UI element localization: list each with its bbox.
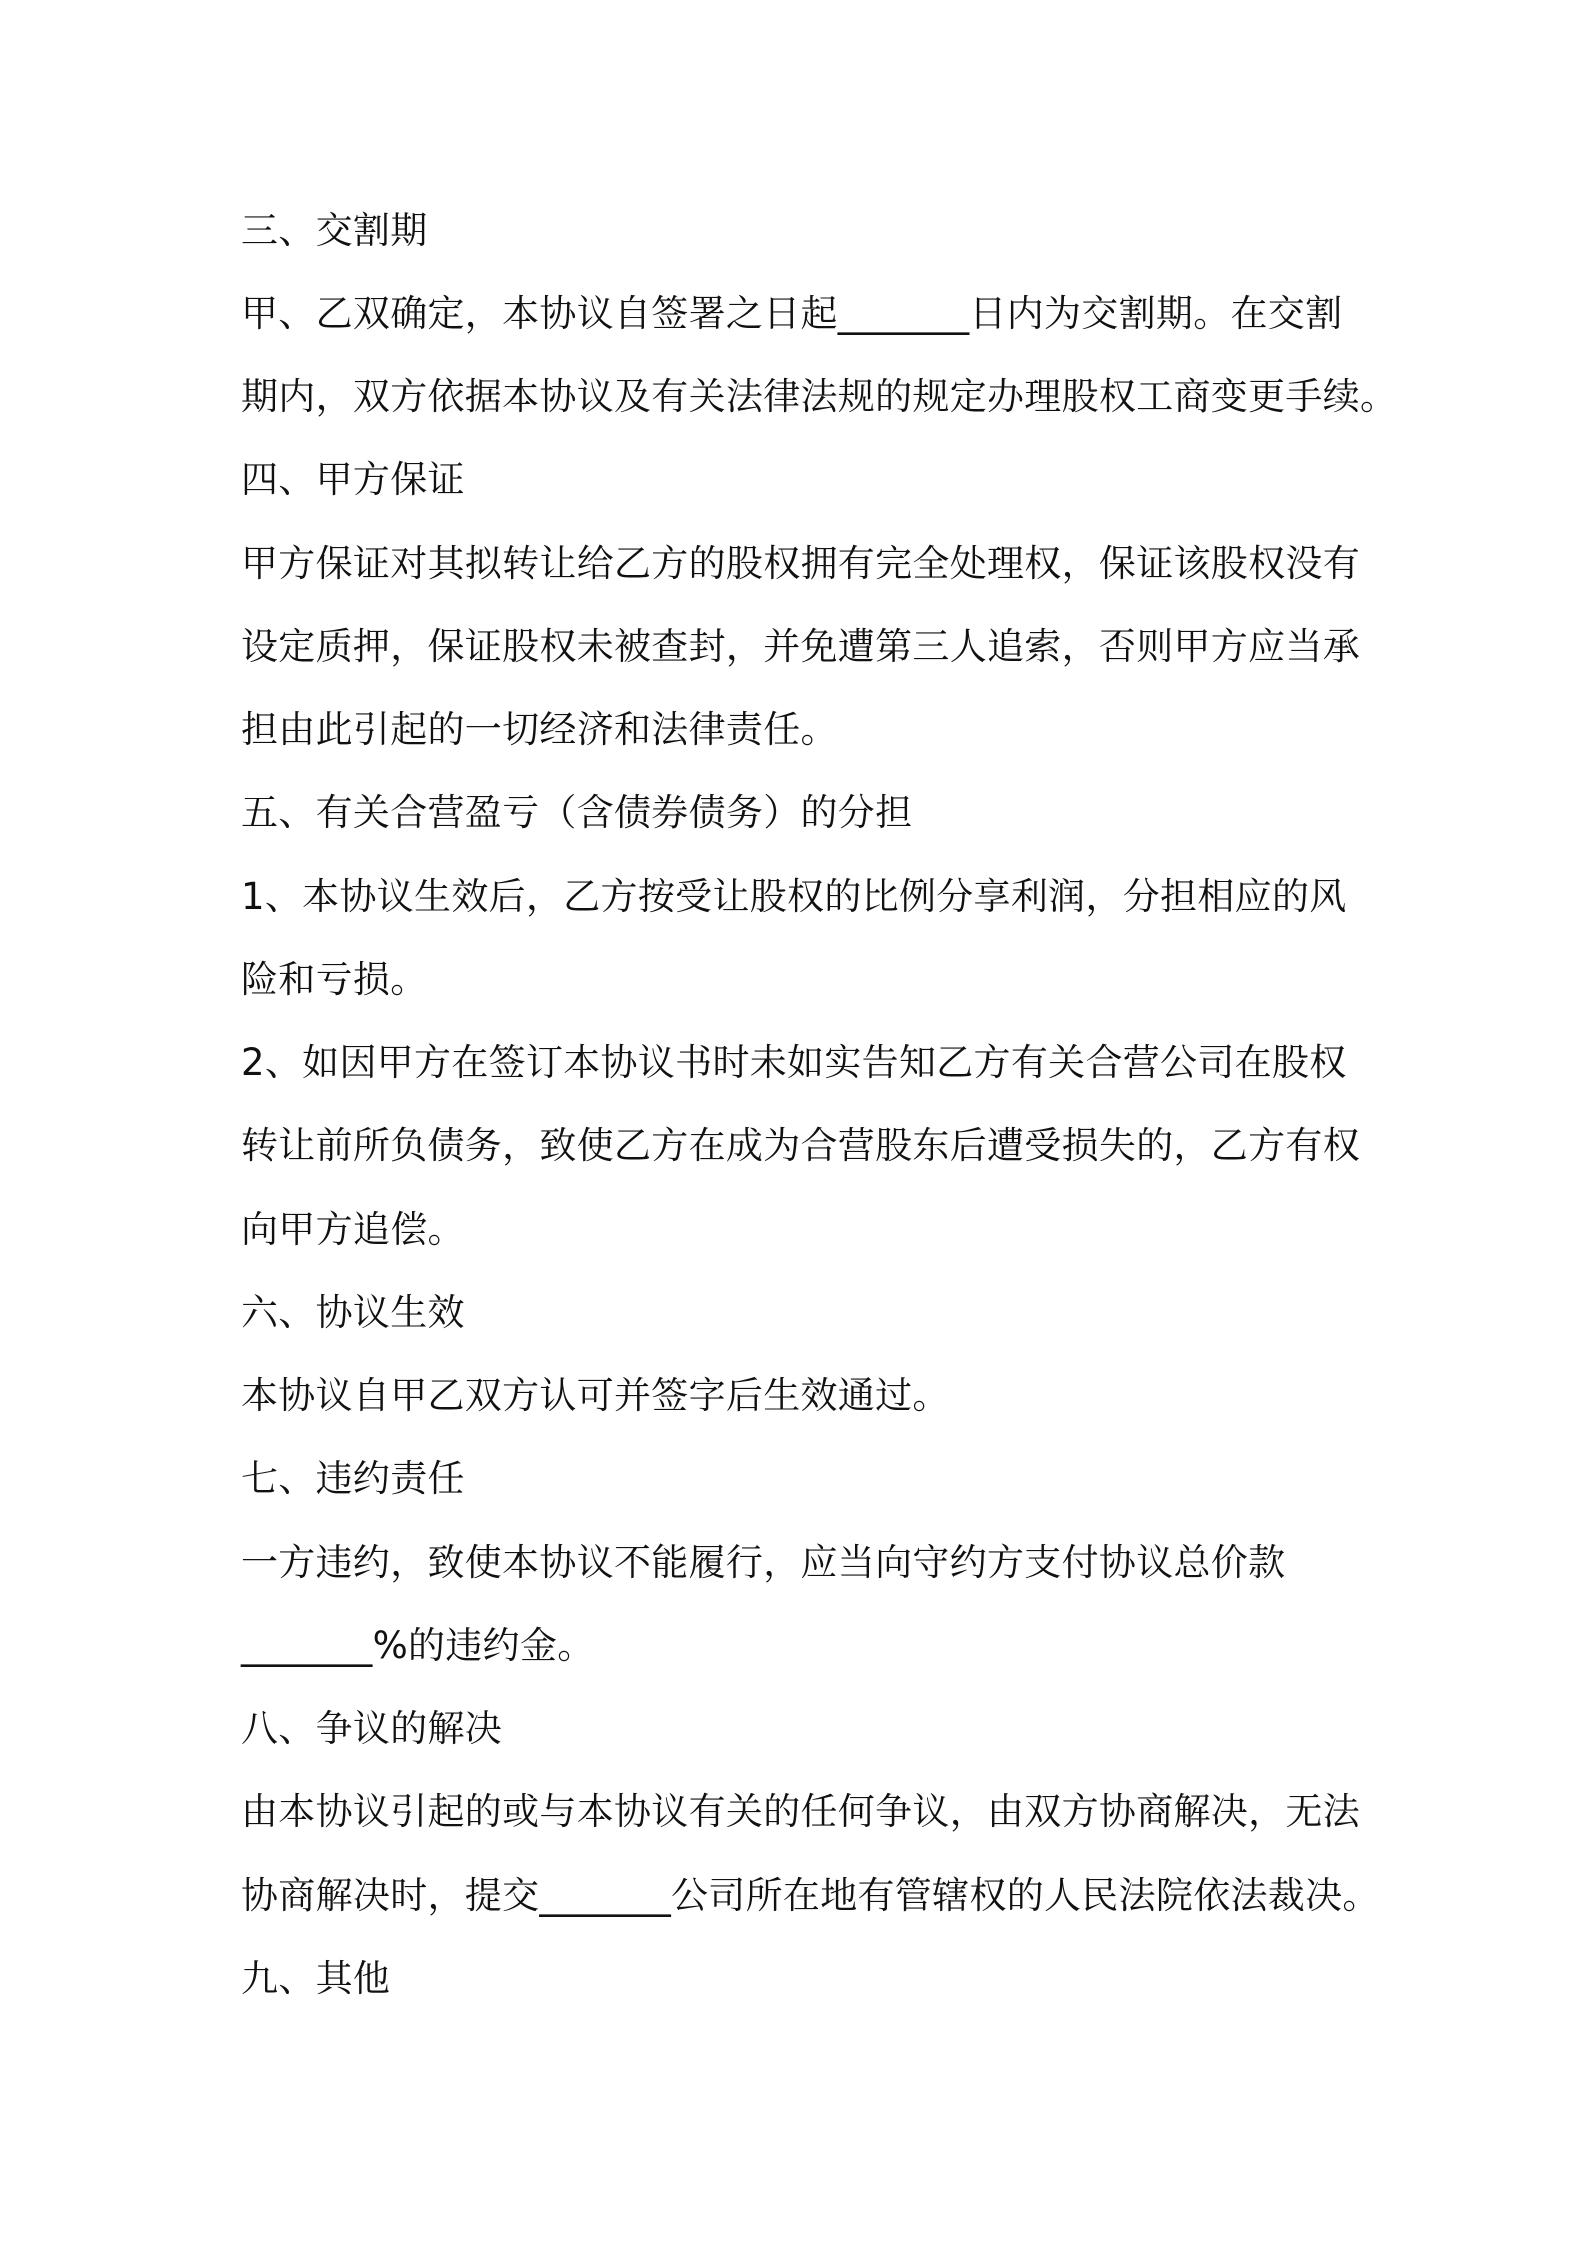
heading-profit-loss-sharing: 五、有关合营盈亏（含债券债务）的分担 bbox=[241, 791, 913, 834]
paragraph-line: 甲方保证对其拟转让给乙方的股权拥有完全处理权，保证该股权没有 bbox=[241, 542, 1360, 585]
paragraph-line: 担由此引起的一切经济和法律责任。 bbox=[241, 708, 838, 751]
paragraph-line: 1、本协议生效后，乙方按受让股权的比例分享利润，分担相应的风 bbox=[241, 875, 1347, 918]
heading-agreement-effective: 六、协议生效 bbox=[241, 1291, 465, 1334]
heading-breach-liability: 七、违约责任 bbox=[241, 1457, 465, 1500]
paragraph-line: 本协议自甲乙双方认可并签字后生效通过。 bbox=[241, 1374, 950, 1417]
heading-delivery-period: 三、交割期 bbox=[241, 209, 428, 252]
paragraph-line: 由本协议引起的或与本协议有关的任何争议，由双方协商解决，无法 bbox=[241, 1790, 1360, 1833]
heading-other: 九、其他 bbox=[241, 1957, 391, 2000]
paragraph-line: 期内，双方依据本协议及有关法律法规的规定办理股权工商变更手续。 bbox=[241, 375, 1398, 418]
paragraph-line: 险和亏损。 bbox=[241, 958, 428, 1001]
heading-party-a-guarantee: 四、甲方保证 bbox=[241, 458, 465, 501]
paragraph-line: 2、如因甲方在签订本协议书时未如实告知乙方有关合营公司在股权 bbox=[241, 1041, 1347, 1084]
paragraph-line: 向甲方追偿。 bbox=[241, 1208, 465, 1251]
heading-dispute-resolution: 八、争议的解决 bbox=[241, 1707, 503, 1750]
paragraph-line: 转让前所负债务，致使乙方在成为合营股东后遭受损失的，乙方有权 bbox=[241, 1124, 1360, 1167]
paragraph-line: 设定质押，保证股权未被查封，并免遭第三人追索，否则甲方应当承 bbox=[241, 625, 1360, 668]
paragraph-line: 协商解决时，提交_______公司所在地有管辖权的人民法院依法裁决。 bbox=[241, 1874, 1380, 1917]
paragraph-line: 一方违约，致使本协议不能履行，应当向守约方支付协议总价款 bbox=[241, 1541, 1286, 1584]
paragraph-line: 甲、乙双确定，本协议自签署之日起_______日内为交割期。在交割 bbox=[241, 292, 1343, 335]
paragraph-line: _______%的违约金。 bbox=[241, 1624, 595, 1667]
